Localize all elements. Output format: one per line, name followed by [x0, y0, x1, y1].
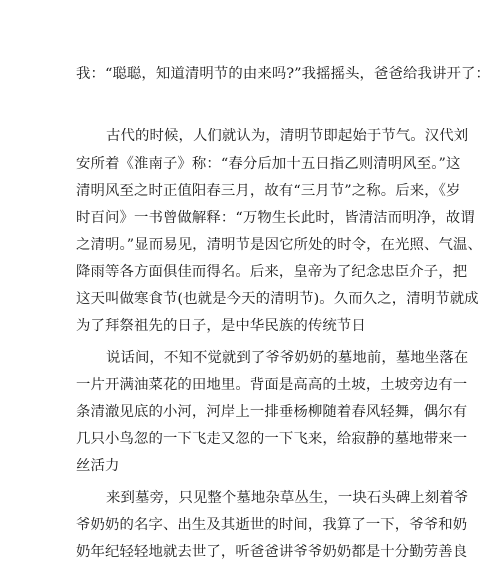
paragraph-line: 清明风至之时正值阳春三月，故有“三月节”之称。后来，《岁 — [76, 183, 461, 199]
paragraph-line: 降雨等各方面俱佳而得名。后来，皇帝为了纪念忠臣介子，把 — [76, 264, 468, 280]
paragraph-line: 安所着《淮南子》称：“春分后加十五日指乙则清明风至。”这 — [76, 156, 461, 172]
paragraph-line: 来到墓旁，只见整个墓地杂草丛生，一块石头碑上刻着爷 — [106, 490, 469, 506]
paragraph-line: 奶年纪轻轻地就去世了，听爸爸讲爷爷奶奶都是十分勤劳善良 — [76, 544, 468, 560]
paragraph-line: 丝活力 — [76, 458, 120, 474]
paragraph-line: 古代的时候，人们就认为，清明节即起始于节气。汉代刘 — [106, 128, 469, 144]
intro-line: 我：“聪聪，知道清明节的由来吗?”我摇摇头，爸爸给我讲开了： — [76, 66, 490, 82]
paragraph-line: 爷奶奶的名字、出生及其逝世的时间，我算了一下，爷爷和奶 — [76, 517, 468, 533]
paragraph-line: 几只小鸟忽的一下飞走又忽的一下飞来，给寂静的墓地带来一 — [76, 431, 468, 447]
paragraph-line: 为了拜祭祖先的日子，是中华民族的传统节日 — [76, 318, 366, 334]
paragraph-line: 时百问》一书曾做解释：“万物生长此时，皆清洁而明净，故谓 — [76, 210, 475, 226]
paragraph-line: 说话间，不知不觉就到了爷爷奶奶的墓地前，墓地坐落在 — [106, 350, 469, 366]
paragraph-line: 一片开满油菜花的田地里。背面是高高的土坡，土坡旁边有一 — [76, 377, 468, 393]
paragraph-line: 条清澈见底的小河，河岸上一排垂杨柳随着春风轻舞，偶尔有 — [76, 404, 468, 420]
paragraph-line: 这天叫做寒食节(也就是今天的清明节)。久而久之，清明节就成 — [76, 291, 479, 307]
paragraph-line: 之清明。”显而易见，清明节是因它所处的时令，在光照、气温、 — [76, 237, 482, 253]
